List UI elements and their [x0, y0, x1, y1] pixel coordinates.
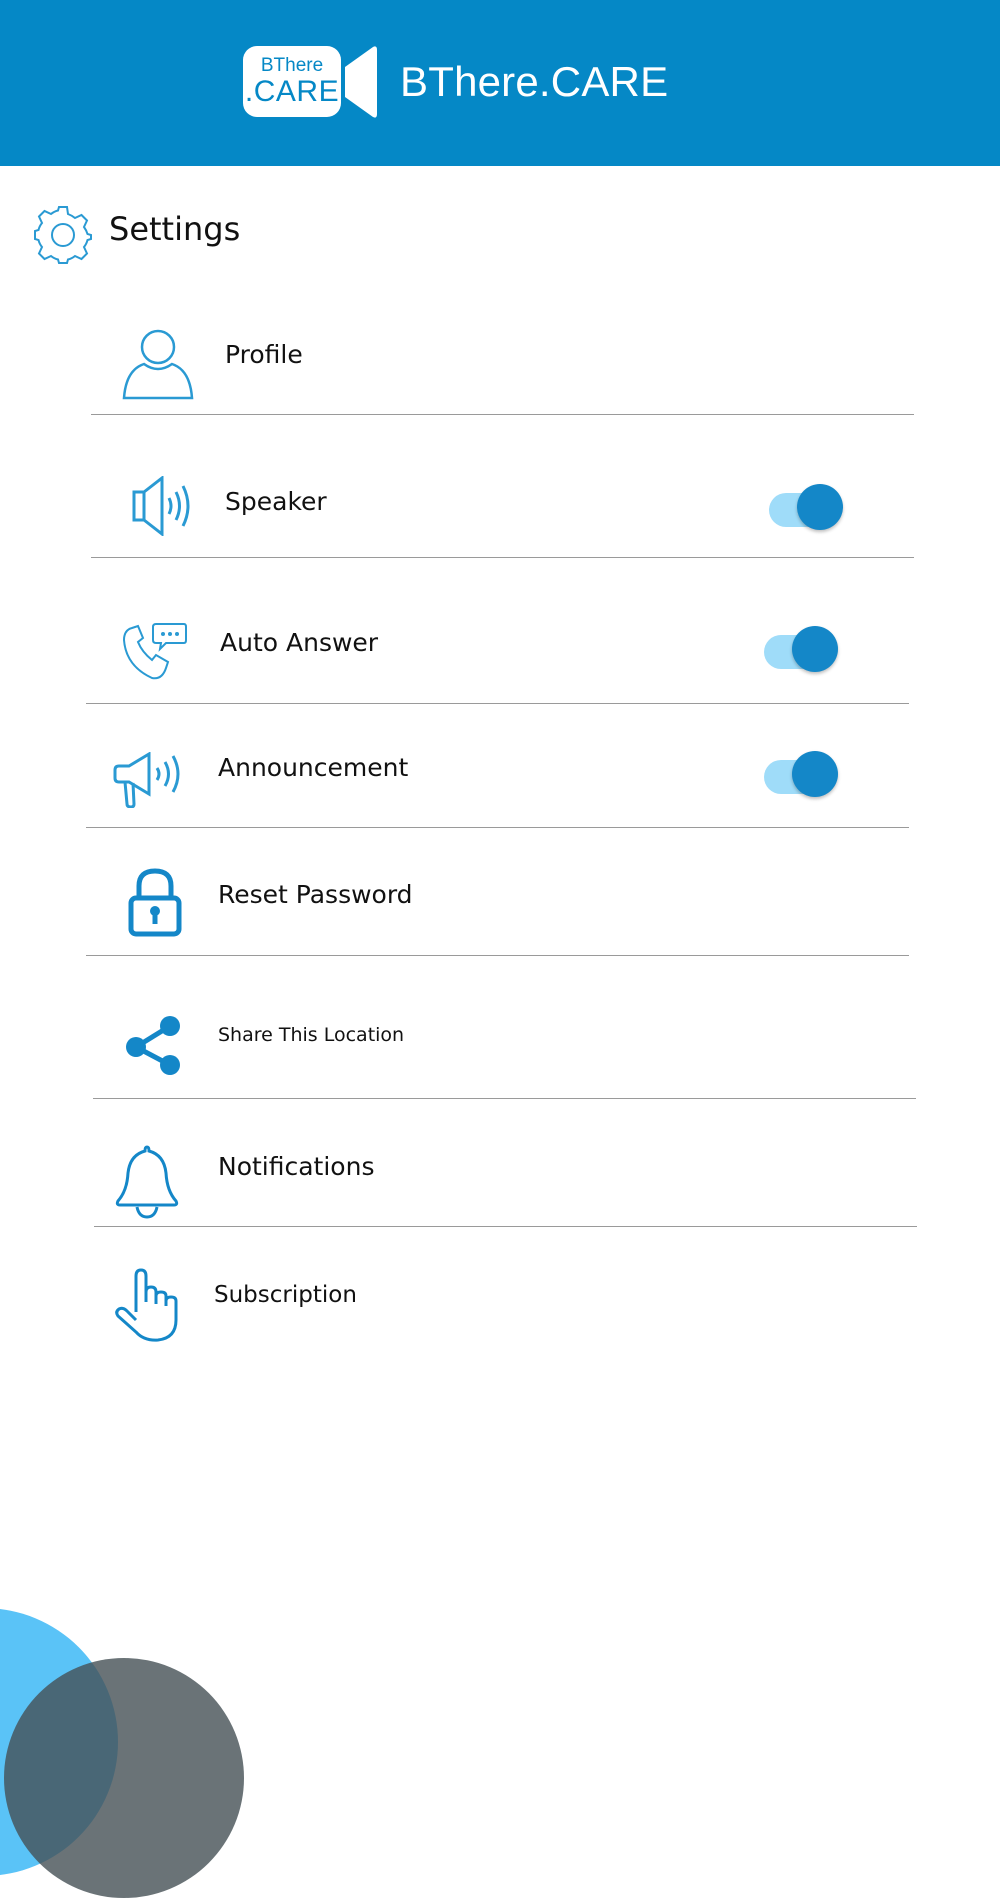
logo [243, 46, 341, 117]
logo-line-1: BThere [260, 54, 324, 76]
divider [91, 414, 914, 415]
share-location-label: Share This Location [218, 1024, 405, 1046]
auto-answer-toggle[interactable] [764, 626, 840, 674]
user-icon [122, 328, 194, 400]
toggle-knob [792, 751, 838, 797]
camera-icon [343, 45, 379, 119]
app-header [0, 0, 1000, 166]
phone-chat-icon [122, 622, 188, 682]
logo-line-2: .CARE [244, 74, 340, 108]
auto-answer-label: Auto Answer [220, 628, 379, 657]
lock-icon [127, 868, 183, 938]
page-title: Settings [109, 210, 241, 248]
notifications-label: Notifications [218, 1152, 375, 1181]
profile-label: Profile [225, 340, 303, 369]
decorative-circle-grey [4, 1658, 244, 1898]
bell-icon [114, 1145, 180, 1219]
reset-password-label: Reset Password [218, 880, 413, 909]
toggle-knob [797, 484, 843, 530]
announcement-toggle[interactable] [764, 751, 840, 799]
speaker-label: Speaker [225, 487, 327, 516]
divider [86, 827, 909, 828]
pointing-hand-icon [114, 1268, 180, 1342]
divider [93, 1098, 916, 1099]
speaker-toggle[interactable] [769, 484, 845, 532]
divider [91, 557, 914, 558]
speaker-icon [132, 476, 194, 536]
subscription-label: Subscription [214, 1282, 357, 1308]
megaphone-icon [113, 752, 189, 808]
brand-name: BThere.CARE [400, 58, 669, 105]
divider [86, 955, 909, 956]
announcement-label: Announcement [218, 753, 409, 782]
share-icon [124, 1015, 184, 1077]
toggle-knob [792, 626, 838, 672]
divider [86, 703, 909, 704]
divider [94, 1226, 917, 1227]
gear-icon [33, 205, 93, 265]
